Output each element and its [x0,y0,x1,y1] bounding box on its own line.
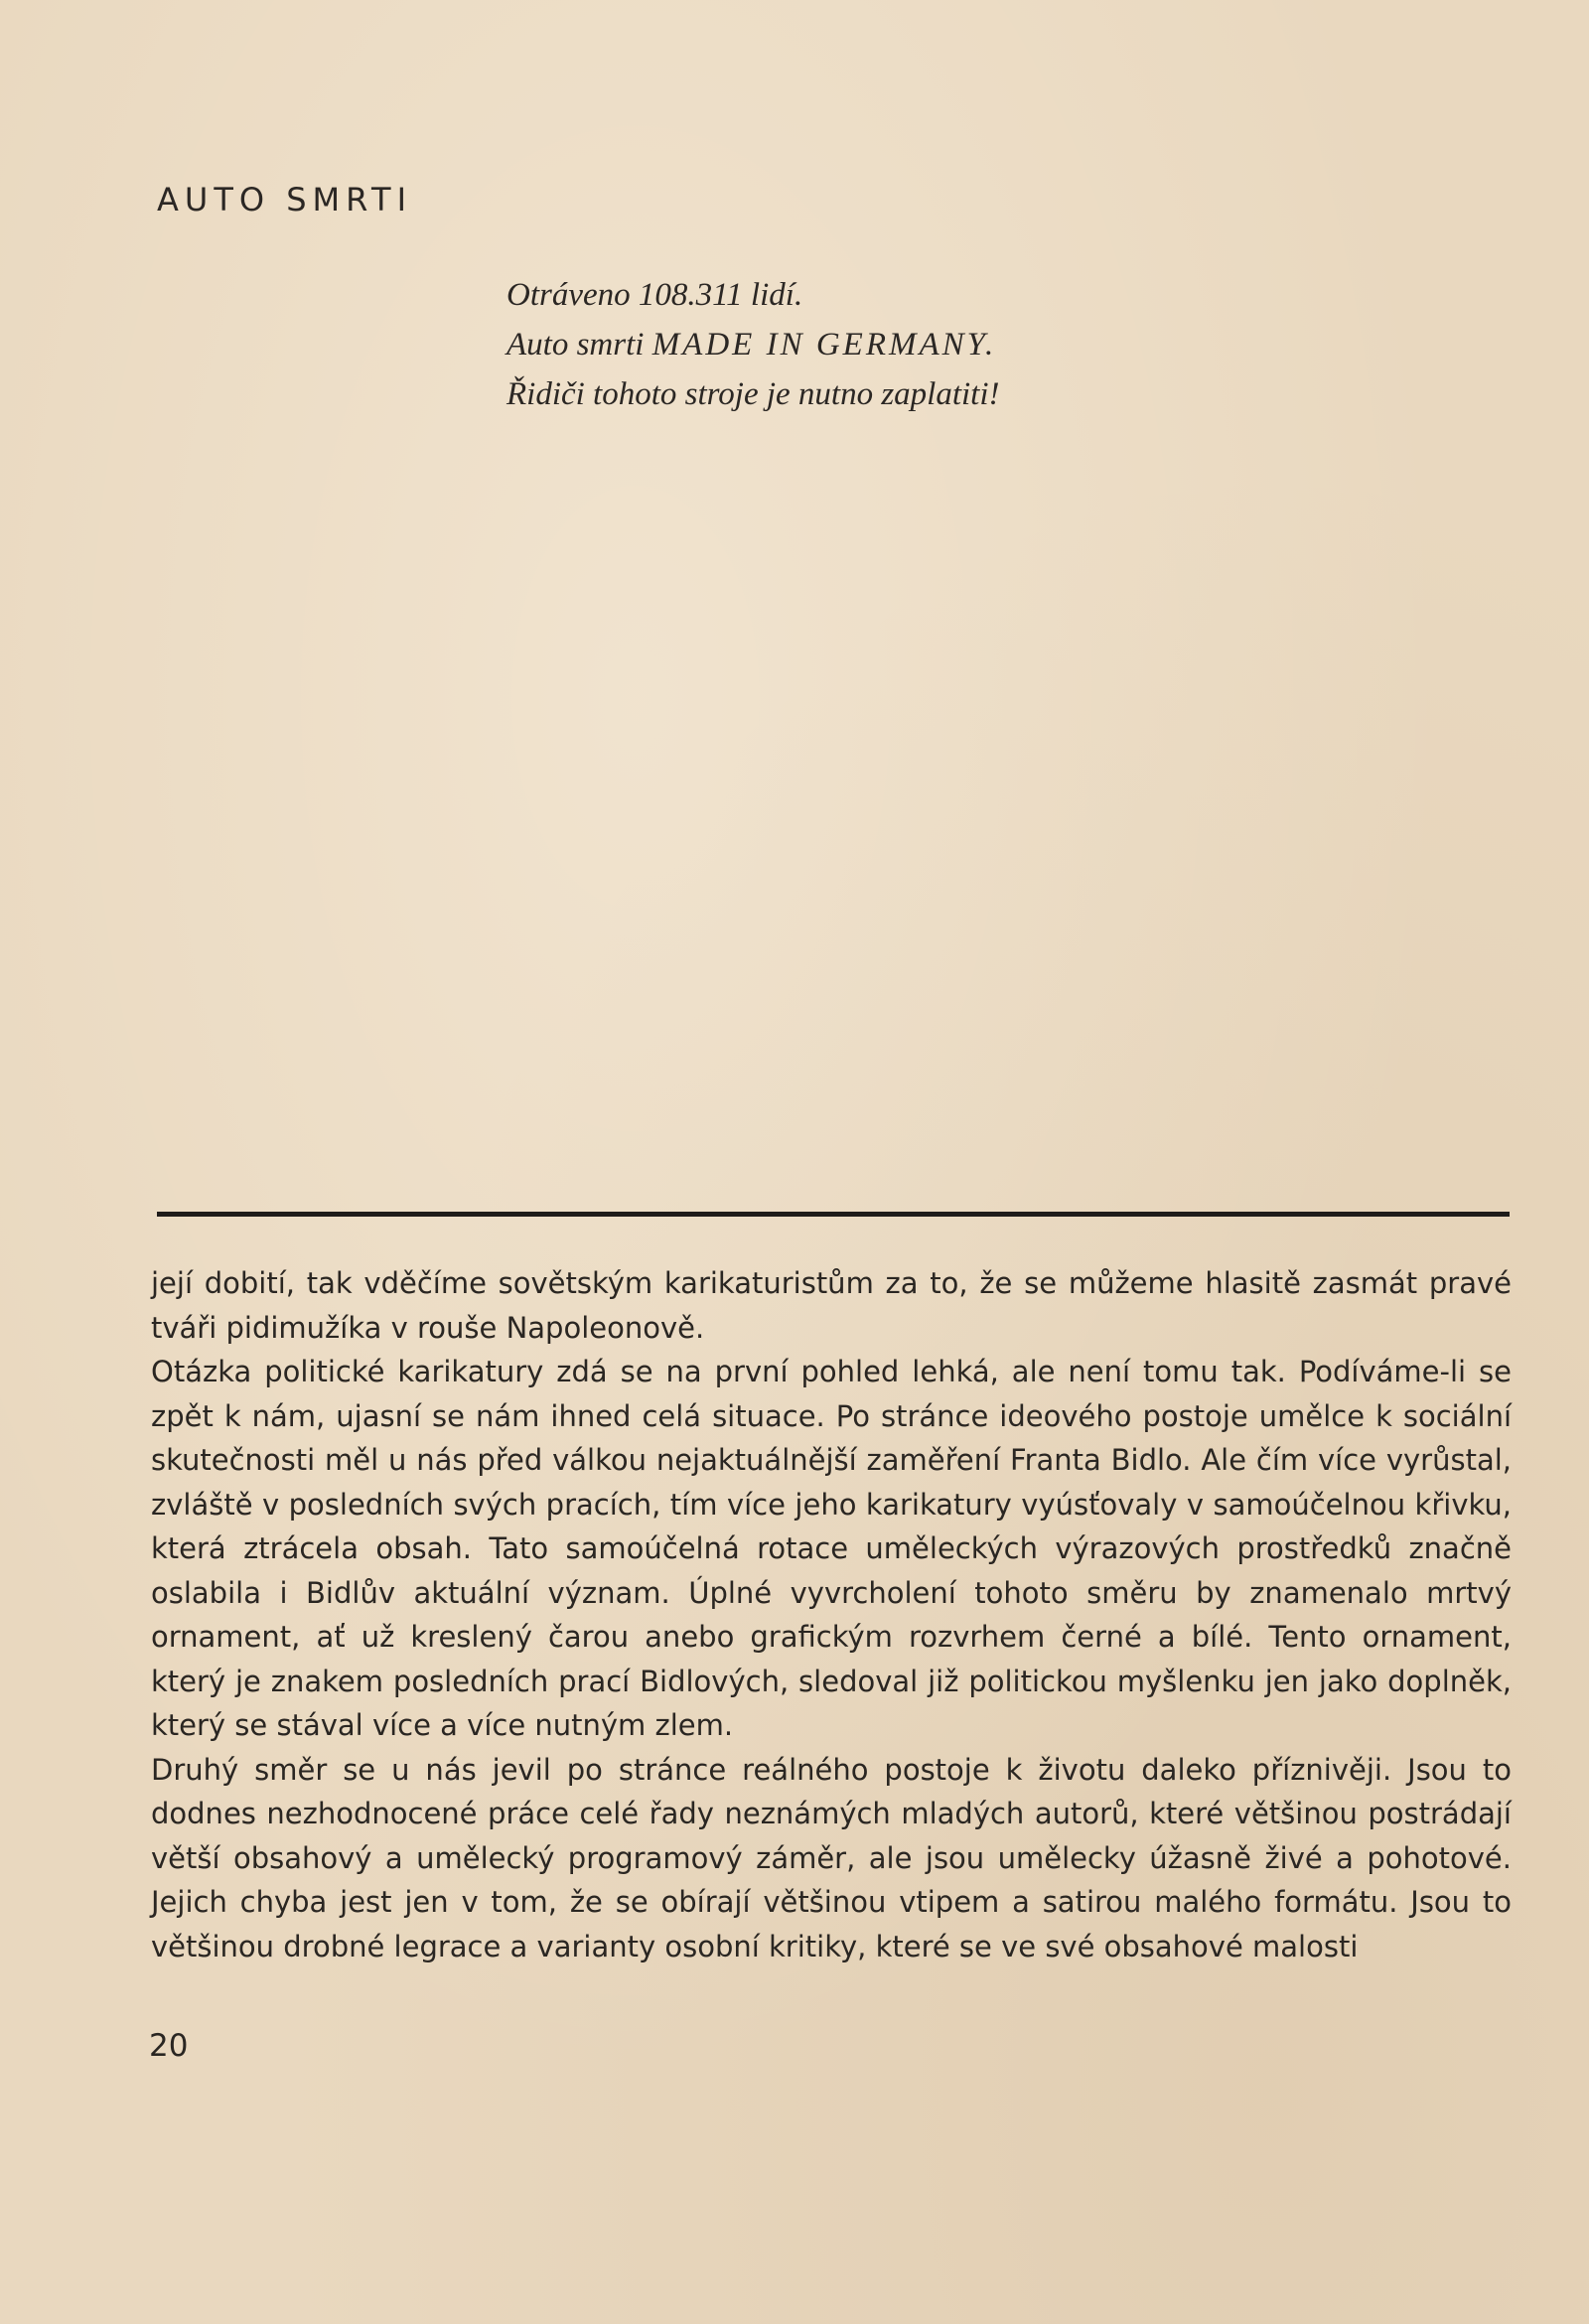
caption-line-1: Otráveno 108.311 lidí. [506,277,803,313]
paragraph-2: Otázka politické karikatury zdá se na první pohled lehká, ale není tomu tak. Podíváme-li se zpět k nám, ujasní se nám ihned celá situace. Po stránce ideového postoje umělce k sociální skutečnosti měl u nás před válkou nejaktuálnější zaměření Franta Bidlo. Ale čím více vyrůstal, zvláště v posledních svých pracích, tím více jeho karikatury vyúsťovaly v samoúčelnou křivku, která ztrácela obsah. Tato samoúčelná rotace uměleckých výrazových prostředků značně oslabila i Bidlův aktuální význam. Úplné vyvrcholení tohoto směru by znamenalo mrtvý ornament, ať už kreslený čarou anebo grafickým rozvrhem černé a bílé. Tento ornament, který je znakem posledních prací Bidlových, sledoval již politickou myšlenku jen jako doplněk, který se stával více a více nutným zlem. [151,1355,1512,1742]
page-number: 20 [149,2028,189,2064]
caption-line-3: Řidiči tohoto stroje je nutno zaplatiti! [506,376,1000,412]
caption-line-2-text: Auto smrti [506,327,652,363]
body-text [151,1261,1512,1968]
illustration-caption [506,270,1000,419]
paragraph-1: její dobití, tak vděčíme sovětským karikaturistům za to, že se můžeme hlasitě zasmát pravé tváři pidimužíka v rouše Napoleonově. [151,1266,1512,1345]
caption-line-2 [506,320,1000,369]
paragraph-3: Druhý směr se u nás jevil po stránce reálného postoje k životu daleko příznivěji. Jsou to dodnes nezhodnocené práce celé řady neznámých mladých autorů, které většinou postrádají větší obsahový a umělecký programový záměr, ale jsou umělecky úžasně živé a pohotové. Jejich chyba jest jen v tom, že se obírají většinou vtipem a satirou malého formátu. Jsou to většinou drobné legrace a varianty osobní kritiky, které se ve své obsahové malosti [151,1752,1512,1963]
caption-line-2-caps: MADE IN GERMANY. [651,327,997,363]
section-divider [157,1212,1510,1217]
page-heading: AUTO SMRTI [157,181,413,218]
